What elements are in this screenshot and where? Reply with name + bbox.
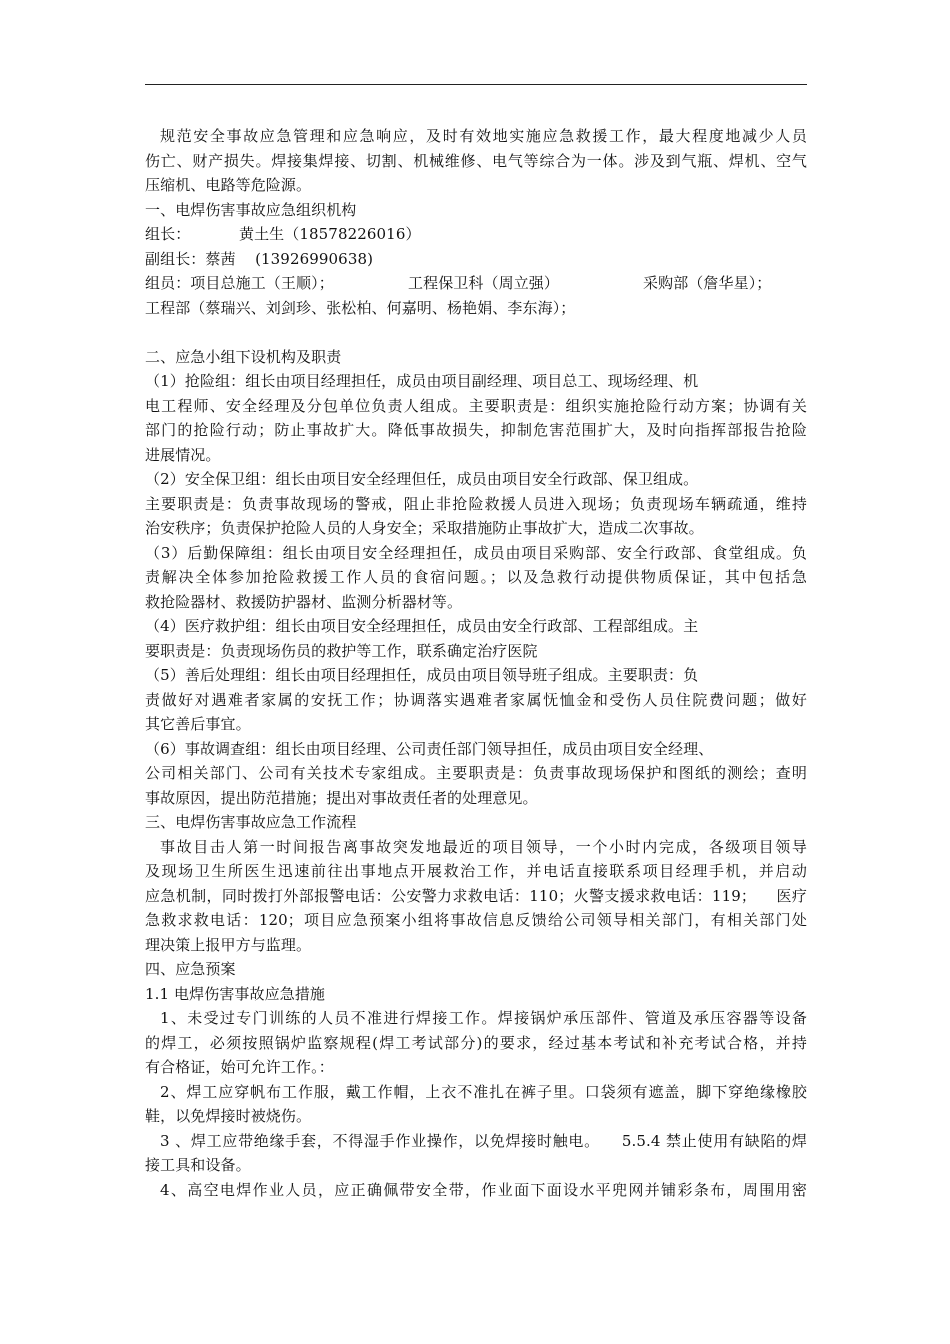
section2-line: （4）医疗救护组：组长由项目安全经理担任，成员由安全行政部、工程部组成。主 [145,617,699,635]
section3-line: 急救求救电话：120；项目应急预案小组将事故信息反馈给公司领导相关部门，有相关部门处 [145,911,807,929]
section4-line: 1、未受过专门训练的人员不准进行焊接工作。焊接锅炉承压部件、管道及承压容器等设备 [160,1009,807,1027]
section2-line: 电工程师、安全经理及分包单位负责人组成。主要职责是：组织实施抢险行动方案；协调有关 [145,396,807,415]
section4-line: 鞋，以免焊接时被烧伤。 [145,1107,312,1125]
section2-line: 进展情况。 [145,445,221,464]
section2-line: （5）善后处理组：组长由项目经理担任，成员由项目领导班子组成。主要职责：负 [145,666,699,684]
section2-line: 责做好对遇难者家属的安抚工作；协调落实遇难者家属怃恤金和受伤人员住院费问题；做好 [145,690,807,709]
section3-line: 事故目击人第一时间报告离事故突发地最近的项目领导，一个小时内完成，各级项目领导 [160,837,807,856]
section4-line: 有合格证，始可允许工作。： [145,1058,334,1076]
section2-line: 公司相关部门、公司有关技术专家组成。主要职责是：负责事故现场保护和图纸的测绘；查明 [145,764,807,782]
members-line [145,271,807,296]
section2-line: （3）后勤保障组：组长由项目安全经理担任，成员由项目采购部、安全行政部、食堂组成。负 [145,543,807,562]
section3-line: 应急机制，同时拨打外部报警电话：公安警力求救电话：110；火警支援求救电话：119； 医疗 [145,886,807,905]
section3-line: 理决策上报甲方与监理。 [145,935,312,954]
section2-line: 治安秩序；负责保护抢险人员的人身安全；采取措施防止事故扩大，造成二次事故。 [145,519,704,537]
section4-heading: 四、应急预案 [145,960,236,978]
section2-line: （2）安全保卫组：组长由项目安全经理但任，成员由项目安全行政部、保卫组成。 [145,470,699,488]
section2-line: 事故原因，提出防范措施；提出对事故责任者的处理意见。 [145,788,538,807]
section4-line: 4、高空电焊作业人员，应正确佩带安全带，作业面下面设水平兜网并铺彩条布，周围用密 [160,1180,807,1199]
blank-line [145,320,807,345]
members-b: 工程保卫科（周立强） [408,274,560,292]
members-c: 采购部（詹华星）； [643,274,772,292]
intro-line: 伤亡、财产损失。焊接集焊接、切割、机械维修、电气等综合为一体。涉及到气瓶、焊机、空气 [145,151,807,170]
members-a: 组员：项目总施工（王顺）； [145,274,334,292]
section2-line: 部门的抢险行动；防止事故扩大。降低事故损失，抑制危害范围扩大，及时向指挥部报告抢险 [145,421,807,439]
section4-line: 的焊工，必须按照锅炉监察规程(焊工考试部分)的要求，经过基本考试和补充考试合格，并持 [145,1033,807,1052]
section1-heading: 一、电焊伤害事故应急组织机构 [145,200,357,219]
section4-line: 接工具和设备。 [145,1156,251,1174]
intro-line: 规范安全事故应急管理和应急响应，及时有效地实施应急救援工作，最大程度地减少人员 [160,127,807,145]
intro-line: 压缩机、电路等危险源。 [145,176,312,194]
members-line-2: 工程部（蔡瑞兴、刘剑珍、张松柏、何嘉明、杨艳娟、李东海）； [145,298,576,317]
section2-line: 要职责是：负责现场伤员的救护等工作，联系确定治疗医院 [145,641,538,660]
deputy-line: 副组长：蔡茜 (13926990638) [145,249,374,268]
section2-line: （6）事故调查组：组长由项目经理、公司责任部门领导担任，成员由项目安全经理、 [145,739,714,758]
section2-line: 主要职责是：负责事故现场的警戒，阻止非抢险救援人员进入现场；负责现场车辆疏通，维持 [145,494,807,513]
section2-line: （1）抢险组：组长由项目经理担任，成员由项目副经理、项目总工、现场经理、机 [145,372,699,390]
section2-line: 救抢险器材、救援防护器材、监测分析器材等。 [145,592,463,611]
document-body [145,124,807,1202]
section3-line: 及现场卫生所医生迅速前往出事地点开展救治工作，并电话直接联系项目经理手机，并启动 [145,862,807,880]
section4-line: 2、焊工应穿帆布工作服，戴工作帽，上衣不准扎在裤子里。口袋须有遮盖，脚下穿绝缘橡胶 [160,1082,807,1101]
leader-line: 组长： 黄土生（18578226016） [145,225,421,243]
section2-line: 其它善后事宜。 [145,715,251,733]
section2-heading: 二、应急小组下设机构及职责 [145,347,342,366]
section4-subheading: 1.1 电焊伤害事故应急措施 [145,984,326,1003]
section3-heading: 三、电焊伤害事故应急工作流程 [145,813,357,831]
section4-line: 3 、焊工应带绝缘手套，不得湿手作业操作，以免焊接时触电。 5.5.4 禁止使用有缺陷的焊 [160,1131,807,1150]
section2-line: 责解决全体参加抢险救援工作人员的食宿问题。；以及急救行动提供物质保证，其中包括急 [145,568,807,586]
header-rule [145,84,807,85]
